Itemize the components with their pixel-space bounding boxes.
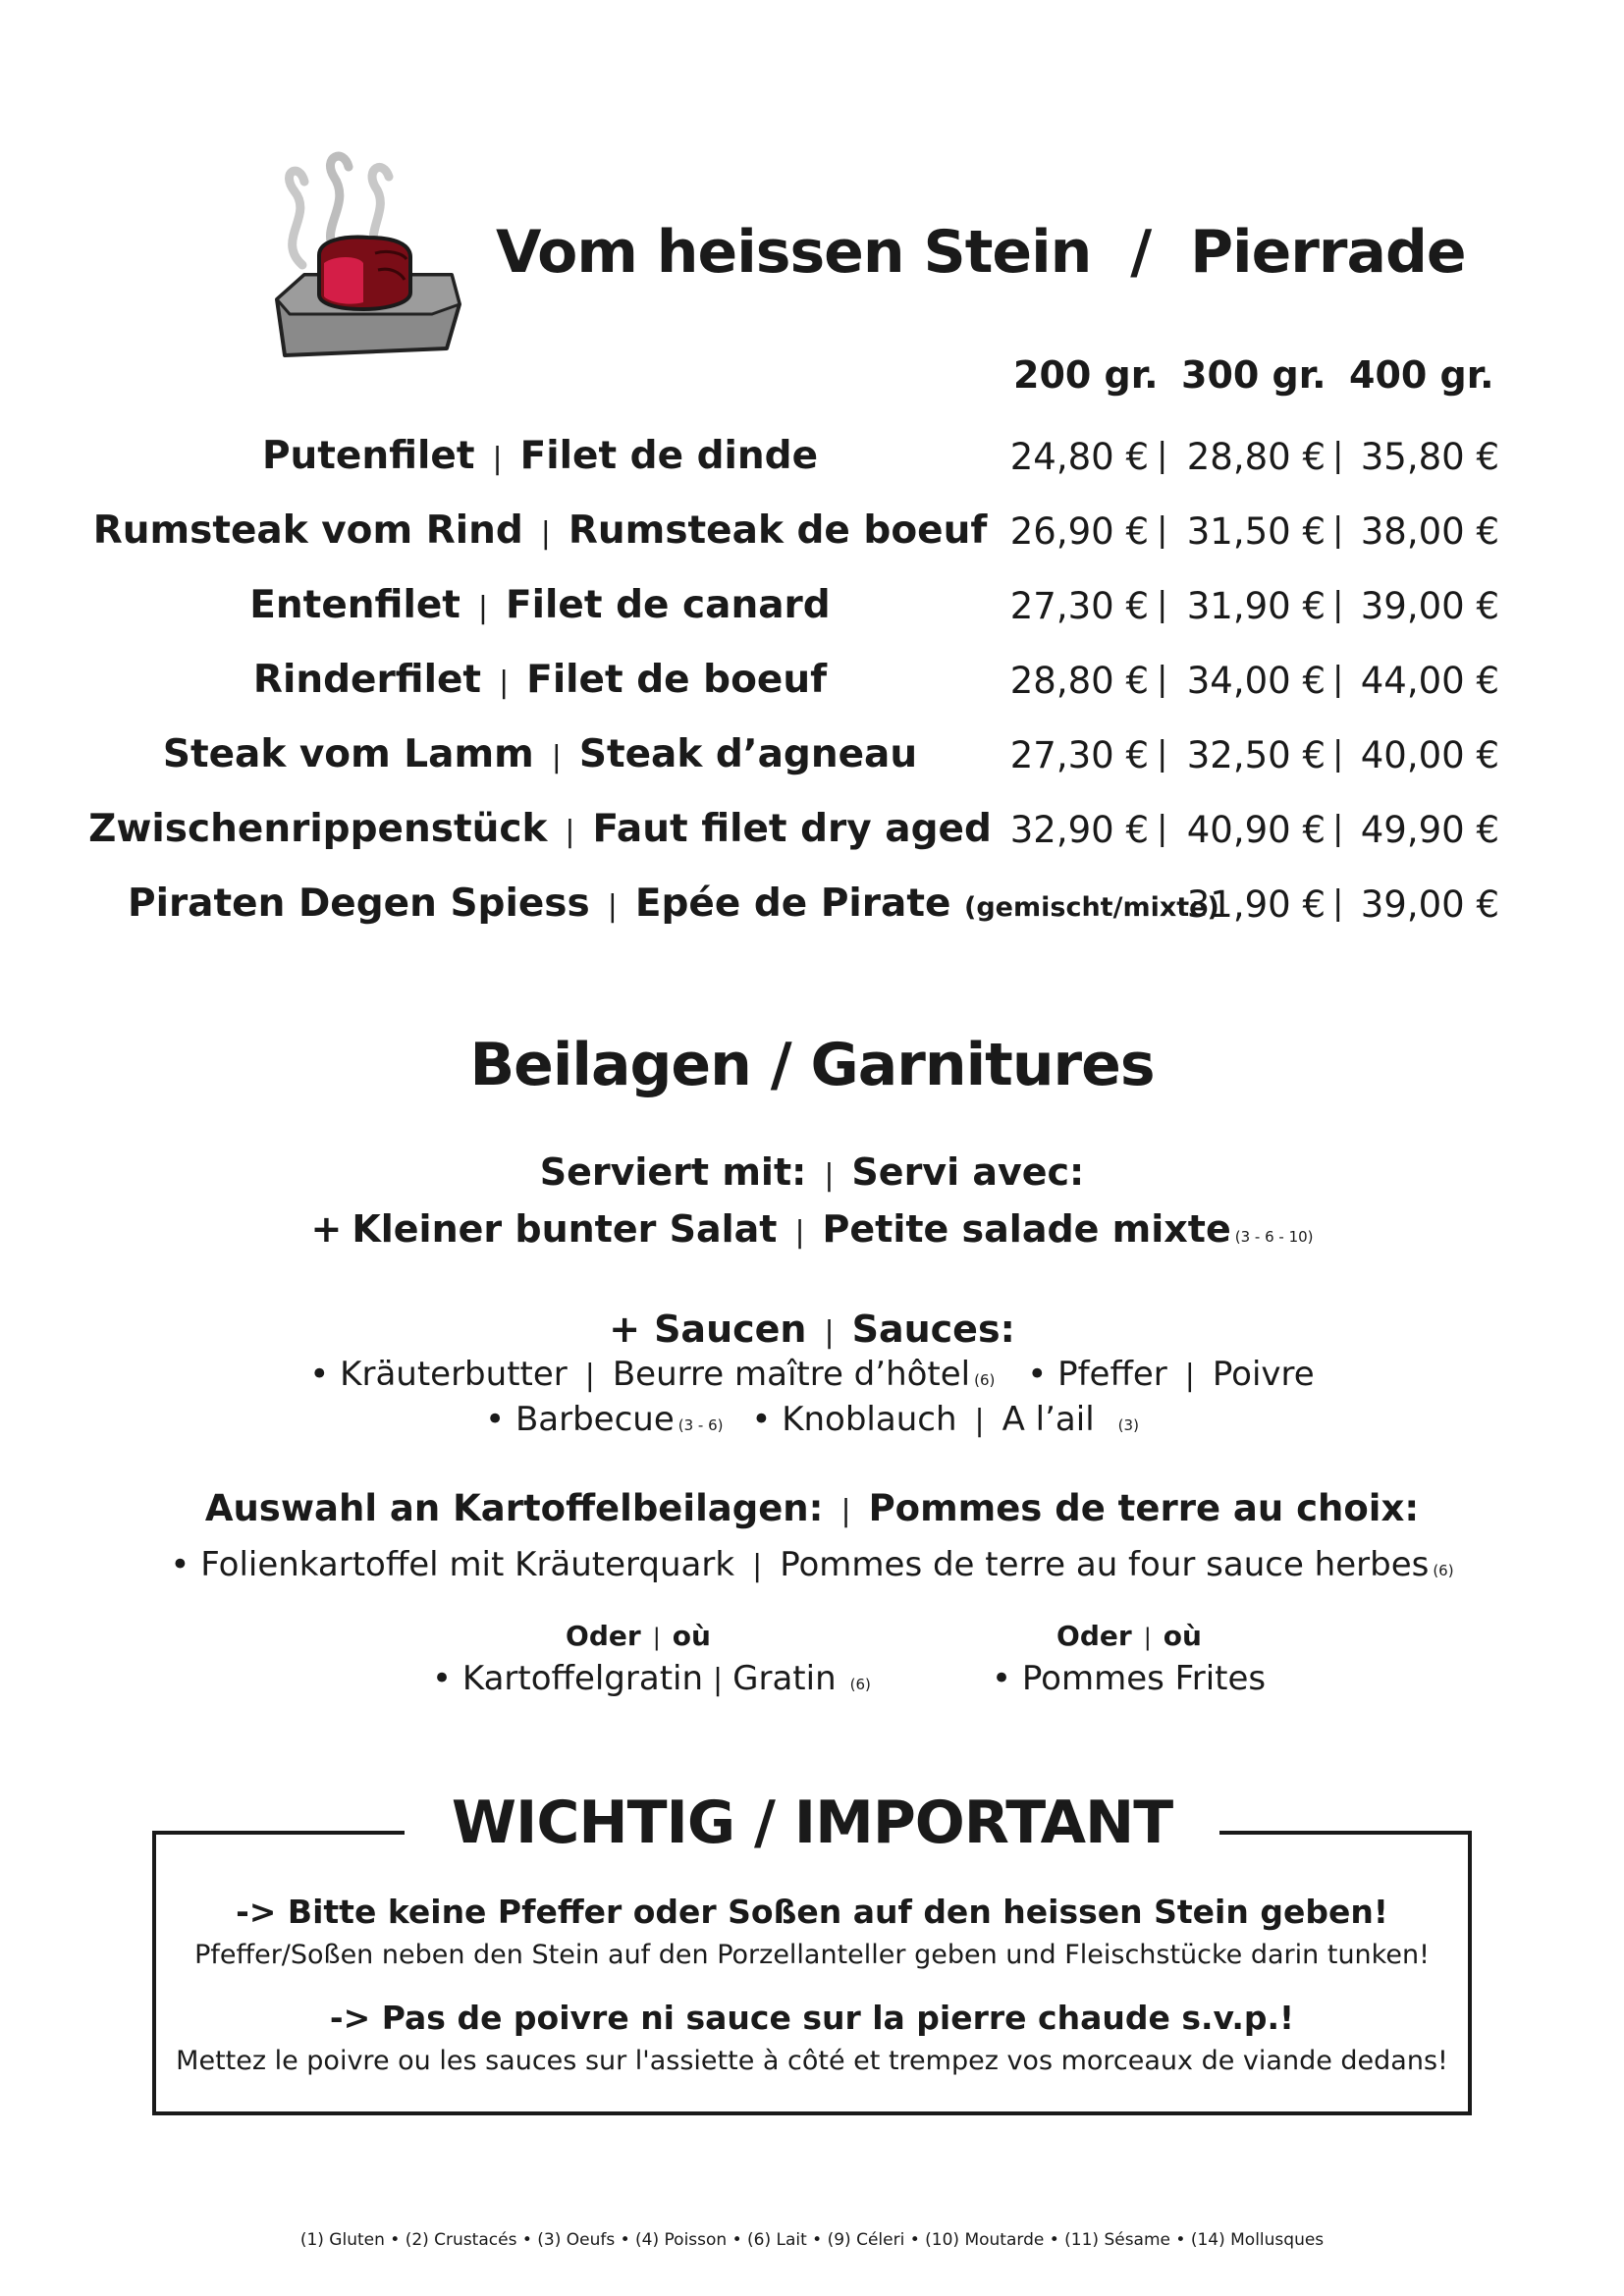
title-de: Vom heissen Stein: [496, 218, 1092, 287]
or-label-left: Oder | où: [566, 1620, 711, 1652]
allergen-codes: (6): [974, 1371, 996, 1389]
sauces-line-1: • Kräuterbutter | Beurre maître d’hôtel (6) • Pfeffer | Poivre: [309, 1355, 1315, 1394]
title-separator: /: [1130, 218, 1152, 287]
sauces-title: + Saucen | Sauces:: [609, 1308, 1015, 1351]
served-line: Serviert mit: | Servi avec:: [539, 1150, 1085, 1194]
important-fr-text: Mettez le poivre ou les sauces sur l'assiette à côté et trempez vos morceaux de viande dedans!: [176, 2046, 1448, 2076]
plus-icon: +: [310, 1207, 343, 1251]
important-de-text: Pfeffer/Soßen neben den Stein auf den Porzellanteller geben und Fleischstücke darin tunken!: [194, 1940, 1430, 1970]
item-note: (gemischt/mixte): [964, 892, 1219, 923]
potato-option-fries: • Pommes Frites: [992, 1659, 1267, 1698]
allergen-codes: (3): [1117, 1416, 1139, 1434]
sauces-line-2: • Barbecue (3 - 6) • Knoblauch | A l’ail (3): [485, 1400, 1139, 1439]
potato-title: Auswahl an Kartoffelbeilagen: | Pommes de terre au choix:: [204, 1487, 1420, 1529]
menu-item: Piraten Degen Spiess | Epée de Pirate (gemischt/mixte): [128, 881, 1219, 926]
important-de-headline: -> Bitte keine Pfeffer oder Soßen auf den heissen Stein geben!: [236, 1893, 1388, 1931]
weight-300: 300 gr.: [1181, 353, 1326, 397]
page-title: [496, 218, 1466, 287]
sides-title: Beilagen / Garnitures: [469, 1031, 1155, 1099]
allergen-codes: (6): [849, 1676, 871, 1693]
bullet: •: [170, 1545, 190, 1584]
plus-icon: +: [609, 1308, 641, 1351]
weight-200: 200 gr.: [1013, 353, 1159, 397]
bullet: •: [1027, 1355, 1048, 1394]
menu-item: Zwischenrippenstück | Faut filet dry aged: [88, 807, 992, 851]
menu-item: Entenfilet | Filet de canard: [249, 583, 831, 627]
potato-line-1: • Folienkartoffel mit Kräuterquark | Pommes de terre au four sauce herbes (6): [170, 1545, 1454, 1584]
title-fr: Pierrade: [1190, 218, 1466, 287]
allergen-legend: (1) Gluten • (2) Crustacés • (3) Oeufs • (4) Poisson • (6) Lait • (9) Céleri • (10) Moutarde • (11) Sésame • (14) Mollusques: [299, 2230, 1325, 2250]
hot-stone-steak-icon: [265, 147, 466, 358]
bullet: •: [992, 1659, 1012, 1698]
allergen-codes: (6): [1433, 1562, 1454, 1579]
or-label-right: Oder | où: [1056, 1620, 1202, 1652]
allergen-codes: (3 - 6): [677, 1416, 724, 1434]
bullet: •: [751, 1400, 772, 1439]
bullet: •: [485, 1400, 506, 1439]
menu-item: Rumsteak vom Rind | Rumsteak de boeuf: [92, 508, 988, 553]
menu-item: Steak vom Lamm | Steak d’agneau: [162, 732, 918, 776]
menu-item: Rinderfilet | Filet de boeuf: [252, 658, 828, 702]
potato-option-gratin: • Kartoffelgratin | Gratin (6): [432, 1659, 871, 1698]
bullet: •: [309, 1355, 330, 1394]
salad-line: + Kleiner bunter Salat | Petite salade mixte (3 - 6 - 10): [310, 1207, 1314, 1251]
menu-item: Putenfilet | Filet de dinde: [261, 434, 819, 478]
weight-400: 400 gr.: [1349, 353, 1494, 397]
bullet: •: [432, 1659, 453, 1698]
important-fr-headline: -> Pas de poivre ni sauce sur la pierre chaude s.v.p.!: [329, 1999, 1295, 2037]
allergen-codes: (3 - 6 - 10): [1234, 1228, 1314, 1246]
important-title: WICHTIG / IMPORTANT: [0, 1789, 1624, 1857]
